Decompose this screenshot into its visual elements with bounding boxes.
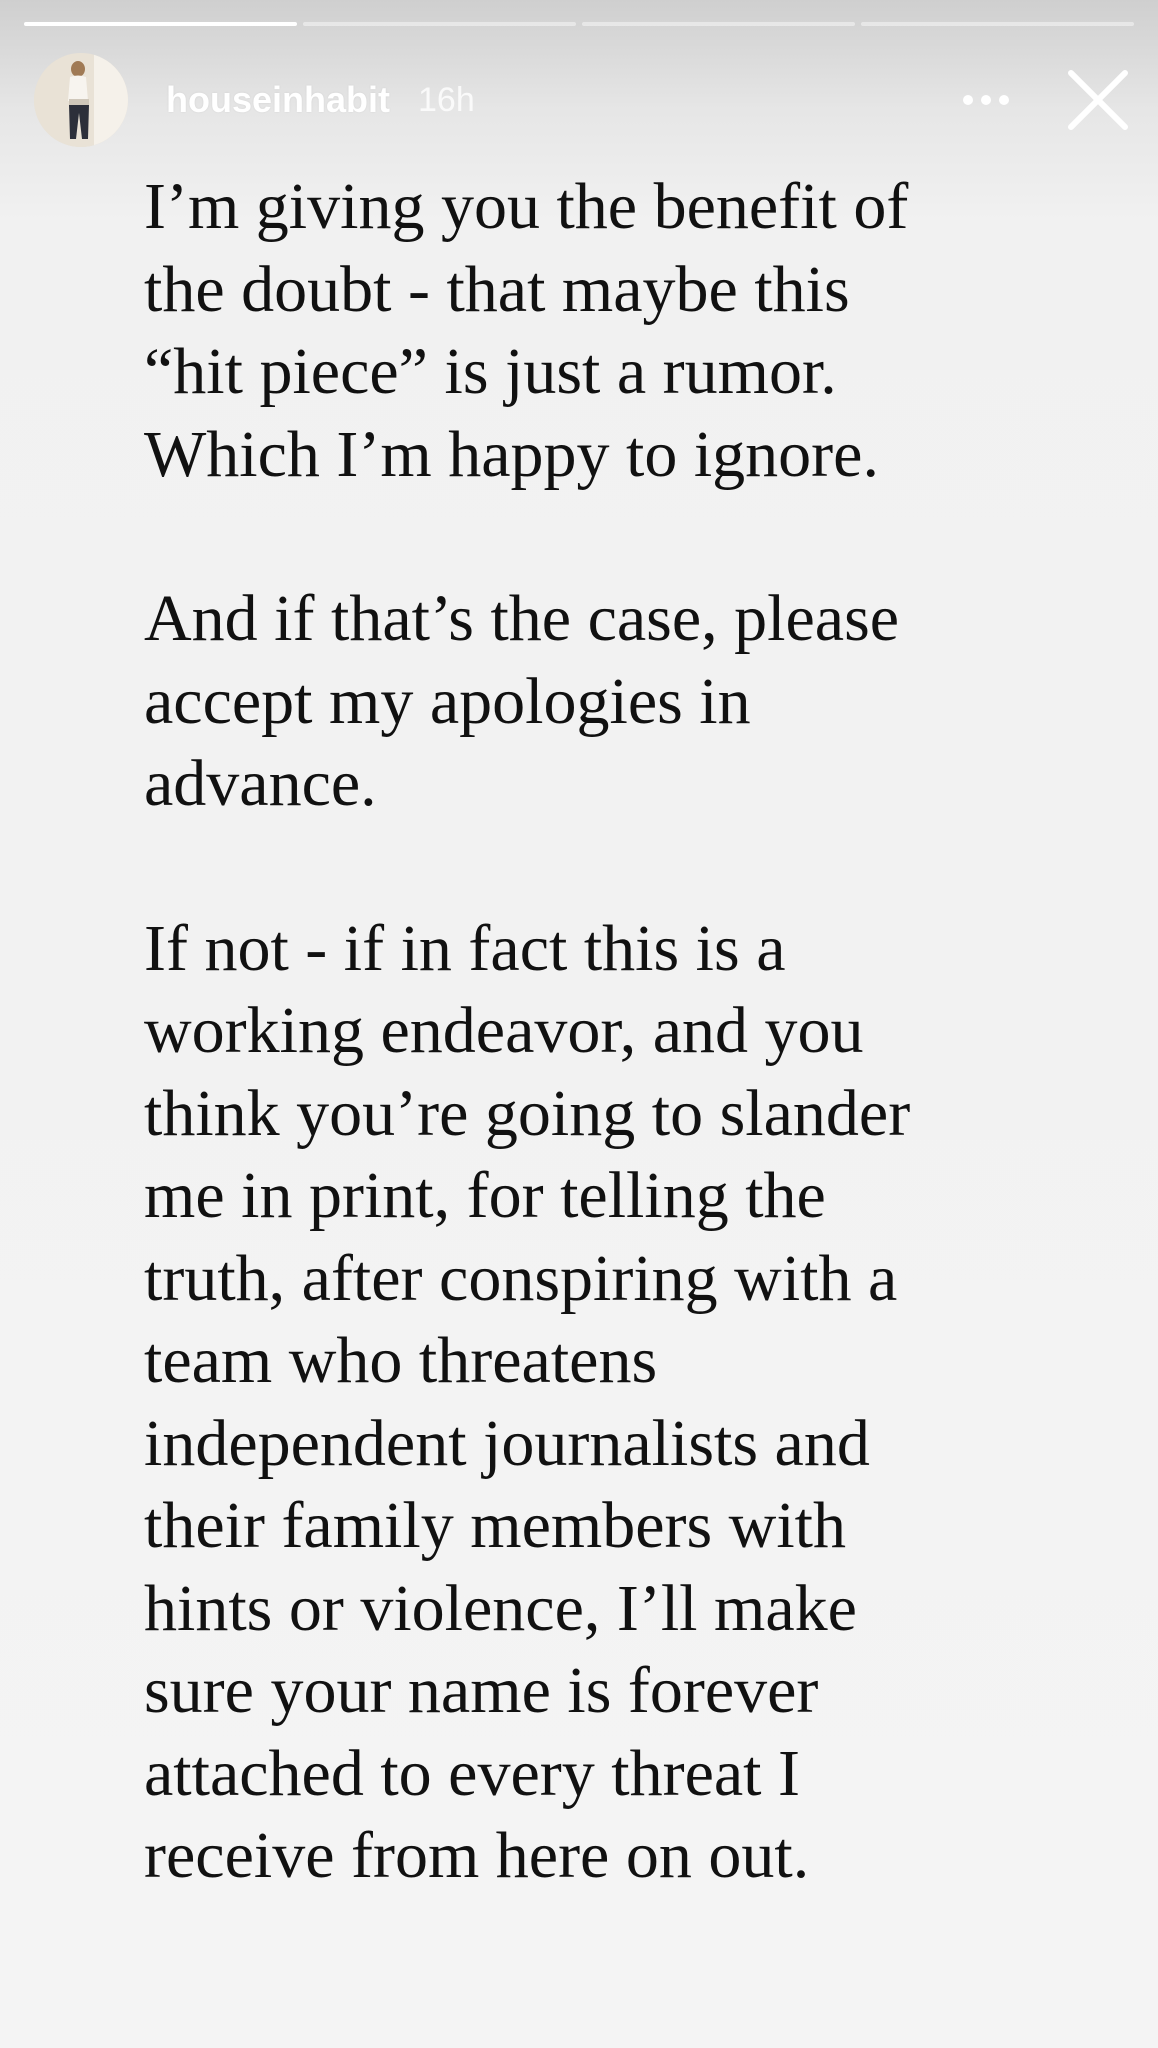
story-header (34, 52, 1134, 148)
story-paragraph-3: If not - if in fact this is a working endeavor, and you think you’re going to slander me in print, for telling the truth, after conspiring with a team who threatens independent journalists and their family members with hints or violence, I’ll make sure your name is forever attached to every threat I receive from here on out. (144, 911, 911, 1892)
story-text-content (144, 166, 1044, 1898)
story-paragraph-1: I’m giving you the benefit of the doubt - that maybe this “hit piece” is just a rumor. Which I’m happy to ignore. (144, 170, 909, 491)
progress-segment (303, 22, 576, 26)
close-button[interactable] (1062, 64, 1134, 136)
story-paragraph-2: And if that’s the case, please accept my apologies in advance. (144, 582, 900, 820)
progress-segment (861, 22, 1134, 26)
avatar[interactable] (34, 53, 128, 147)
avatar-person-icon (34, 53, 128, 147)
close-x-icon (1067, 69, 1129, 131)
story-progress-bars (24, 22, 1134, 26)
more-dots-icon (962, 94, 1010, 106)
progress-segment-fill (24, 22, 297, 26)
progress-segment (582, 22, 855, 26)
more-options-button[interactable] (956, 70, 1016, 130)
story-timestamp: 16h (418, 80, 475, 119)
progress-segment (24, 22, 297, 26)
story-username[interactable]: houseinhabit (166, 79, 390, 120)
